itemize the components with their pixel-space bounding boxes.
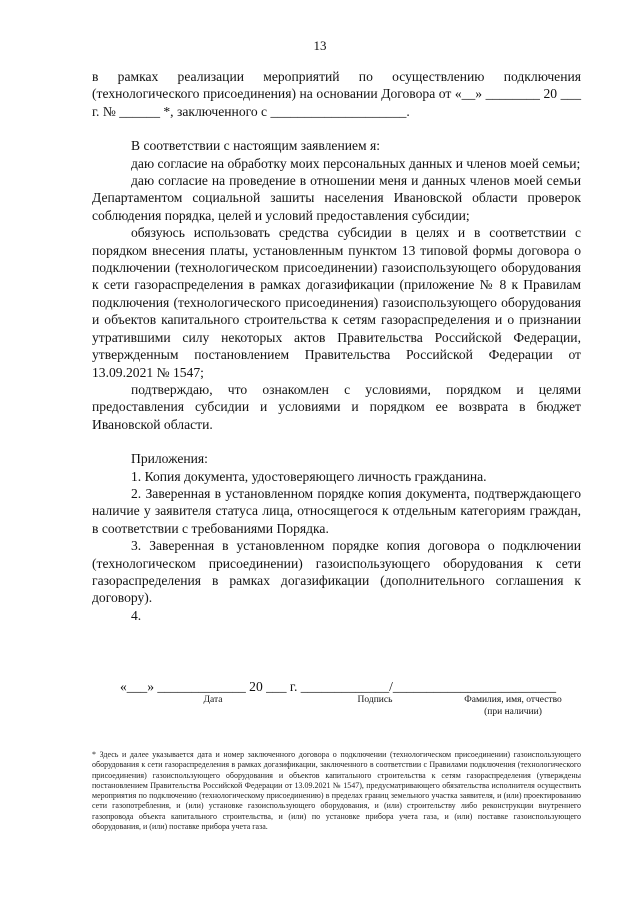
date-label: Дата <box>203 695 223 705</box>
intro-paragraph: в рамках реализации мероприятий по осуществлению подключения (технологического присоединения) на основании Договора от «__» ________ 20 ___ г. № ______ *, заключенного с ____________________. <box>92 69 581 119</box>
attachment-4: 4. <box>131 607 142 623</box>
consent-item-1: даю согласие на обработку моих персональных данных и членов моей семьи; <box>131 155 581 171</box>
signature-label: Подпись <box>357 695 393 705</box>
consent-item-2: даю согласие на проведение в отношении меня и данных членов моей семьи Департаментом социальной зашиты населения Ивановской области проверок соблюдения порядка, целей и условий предоставления субсидии; <box>92 173 581 223</box>
attachments-header: Приложения: <box>131 451 208 467</box>
attachment-3: 3. Заверенная в установленном порядке копия договора о подключении (технологическом присоединении) газоиспользующего оборудования к сети газораспределения в рамках догазификации (дополнительного соглашения к договору). <box>92 538 581 606</box>
full-name-note: (при наличии) <box>484 707 542 717</box>
full-name-label: Фамилия, имя, отчество <box>464 695 562 705</box>
document-body <box>92 68 581 624</box>
consent-item-3: обязуюсь использовать средства субсидии в целях и в соответствии с порядком внесения платы, установленным пунктом 13 типовой формы договора о подключении (технологическом присоединении) газоиспользующего оборудования к сети газораспределения в рамках догазификации (приложение № 8 к Правилам подключения (технологического присоединения) газоиспользующего оборудования и объектов капитального строительства к сетям газораспределения и о признании утратившими силу некоторых актов Правительства Российской Федерации, утвержденным постановлением Правительства Российской Федерации от 13.09.2021 № 1547; <box>92 225 581 380</box>
page-number: 13 <box>313 38 327 53</box>
footnote: * Здесь и далее указывается дата и номер заключенного договора о подключении (технологическом присоединении) газоиспользующего оборудования к сети газораспределения в рамках догазификации, заключенного в соответствии с Правилами подключения (технологического присоединения) газоиспользующего оборудования и объектов капитального строительства к сетям газораспределения (утверждены постановлением Правительства Российской Федерации от 13.09.2021 № 1547), предусматривающего обязательства исполнителя осуществить мероприятия по подключению (технологическому присоединению) в пределах границ земельного участка заявителя, и (или) проектированию сети газопотребления, и (или) установке газоиспользующего оборудования, и (или) строительству либо реконструкции внутреннего газопровода объекта капитального строительства, и (или) по установке прибора учета газа, и (или) поставке газоиспользующего оборудования, и (или) поставке прибора учета газа. <box>92 750 581 832</box>
consent-header: В соответствии с настоящим заявлением я: <box>131 138 381 154</box>
attachment-2: 2. Заверенная в установленном порядке копия документа, подтверждающего наличие у заявителя статуса лица, относящегося к отдельным категориям граждан, в соответствии с требованиями Порядка. <box>92 485 581 536</box>
attachment-1: 1. Копия документа, удостоверяющего личность гражданина. <box>131 468 487 484</box>
consent-item-4: подтверждаю, что ознакомлен с условиями, порядком и целями предоставления субсидии и условиями и порядком ее возврата в бюджет Ивановской области. <box>92 381 581 432</box>
signature-line: «___» _____________ 20 ___ г. _____________/________________________ <box>120 679 557 694</box>
